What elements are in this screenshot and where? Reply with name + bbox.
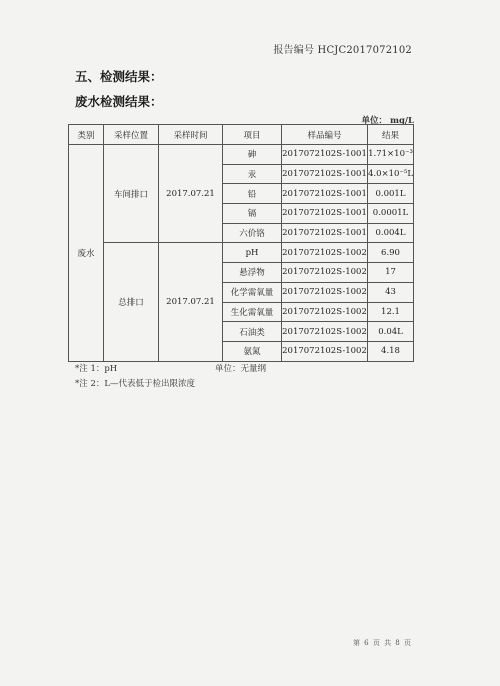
item-cell: 生化需氧量	[223, 302, 282, 322]
result-cell: 4.18	[368, 341, 414, 361]
item-cell: 砷	[223, 145, 282, 165]
header-sample-number: 样品编号	[282, 125, 368, 145]
section-title: 五、检测结果：	[75, 69, 163, 84]
time-cell: 2017.07.21	[159, 243, 223, 361]
table-row	[69, 145, 414, 165]
sample-cell: 2017072102S-1001	[282, 184, 368, 204]
result-cell: 0.04L	[368, 322, 414, 342]
item-cell: 铅	[223, 184, 282, 204]
note-1-unit: 单位：无量纲	[215, 364, 267, 374]
header-result: 结果	[368, 125, 414, 145]
header-item: 项目	[223, 125, 282, 145]
sample-cell: 2017072102S-1002	[282, 341, 368, 361]
item-cell: 镉	[223, 204, 282, 224]
sample-cell: 2017072102S-1002	[282, 263, 368, 283]
result-cell: 0.001L	[368, 184, 414, 204]
sample-cell: 2017072102S-1001	[282, 145, 368, 165]
item-cell: 石油类	[223, 322, 282, 342]
result-cell: 12.1	[368, 302, 414, 322]
header-time: 采样时间	[159, 125, 223, 145]
sample-cell: 2017072102S-1002	[282, 282, 368, 302]
unit-label: 单位： mg/L	[361, 116, 414, 126]
time-cell: 2017.07.21	[159, 145, 223, 243]
result-cell: 0.004L	[368, 223, 414, 243]
sample-cell: 2017072102S-1002	[282, 243, 368, 263]
result-cell: 43	[368, 282, 414, 302]
result-cell: 0.0001L	[368, 204, 414, 224]
result-cell: 6.90	[368, 243, 414, 263]
sample-cell: 2017072102S-1002	[282, 302, 368, 322]
item-cell: 氨氮	[223, 341, 282, 361]
item-cell: 汞	[223, 164, 282, 184]
location-cell: 总排口	[104, 243, 159, 361]
note-1: *注 1：pH	[75, 364, 118, 374]
item-cell: 悬浮物	[223, 263, 282, 283]
table-notes	[75, 362, 267, 392]
header-category: 类别	[69, 125, 104, 145]
result-cell: 1.71×10⁻³	[368, 145, 414, 165]
results-table	[68, 124, 414, 362]
report-number: 报告编号 HCJC2017072102	[273, 45, 412, 56]
category-cell: 废水	[69, 145, 104, 362]
sample-cell: 2017072102S-1001	[282, 204, 368, 224]
sample-cell: 2017072102S-1001	[282, 164, 368, 184]
item-cell: 化学需氧量	[223, 282, 282, 302]
page-footer: 第 6 页 共 8 页	[352, 639, 412, 647]
table-header-row	[69, 125, 414, 145]
header-location: 采样位置	[104, 125, 159, 145]
sample-cell: 2017072102S-1002	[282, 322, 368, 342]
location-cell: 车间排口	[104, 145, 159, 243]
result-cell: 4.0×10⁻⁵L	[368, 164, 414, 184]
table-row	[69, 243, 414, 263]
sample-cell: 2017072102S-1001	[282, 223, 368, 243]
result-cell: 17	[368, 263, 414, 283]
subsection-title: 废水检测结果：	[75, 94, 163, 109]
item-cell: 六价铬	[223, 223, 282, 243]
item-cell: pH	[223, 243, 282, 263]
note-2: *注 2：L—代表低于检出限浓度	[75, 379, 196, 389]
